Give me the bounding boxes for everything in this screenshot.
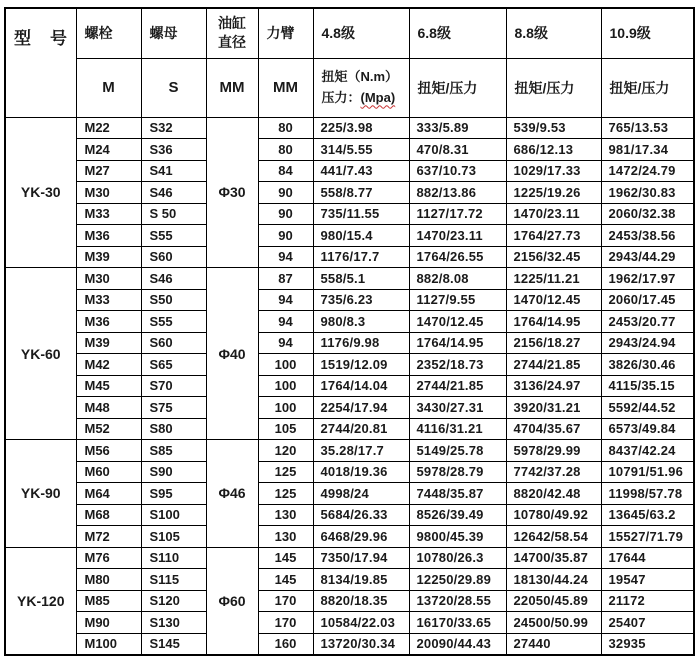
cylinder-header-line2: 直径 [218, 34, 246, 51]
bolt-cell: M24 [76, 139, 141, 161]
bolt-cell: M85 [76, 590, 141, 612]
grade-4-8-cell: 4018/19.36 [313, 461, 409, 483]
grade-4-8-cell: 441/7.43 [313, 160, 409, 182]
cylinder-cell: Φ30 [206, 117, 258, 268]
arm-cell: 80 [258, 117, 313, 139]
table-row [5, 139, 694, 161]
bolt-cell: M80 [76, 569, 141, 591]
arm-cell: 170 [258, 612, 313, 634]
torque-unit-line: 扭矩（N.m） [321, 68, 399, 84]
grade-10-9-cell: 6573/49.84 [601, 418, 694, 440]
bolt-cell: M60 [76, 461, 141, 483]
nut-cell: S36 [141, 139, 206, 161]
grade-8-8-cell: 12642/58.54 [506, 526, 601, 548]
mpa-unit-wavy-underline: (Mpa) [360, 89, 396, 105]
cylinder-cell: Φ40 [206, 268, 258, 440]
grade-4-8-cell: 735/11.55 [313, 203, 409, 225]
arm-cell: 145 [258, 547, 313, 569]
grade-4-8-cell: 980/8.3 [313, 311, 409, 333]
arm-cell: 87 [258, 268, 313, 290]
grade-10-9-cell: 2453/38.56 [601, 225, 694, 247]
table-row [5, 203, 694, 225]
table-row [5, 612, 694, 634]
table-row [5, 354, 694, 376]
bolt-cell: M39 [76, 332, 141, 354]
arm-cell: 130 [258, 504, 313, 526]
arm-cell: 100 [258, 354, 313, 376]
grade-4-8-cell: 558/8.77 [313, 182, 409, 204]
grade-4-8-cell: 7350/17.94 [313, 547, 409, 569]
column-header-model: 型 号 [5, 8, 76, 117]
grade-10-9-cell: 17644 [601, 547, 694, 569]
grade-4-8-cell: 5684/26.33 [313, 504, 409, 526]
grade-8-8-cell: 10780/49.92 [506, 504, 601, 526]
grade-8-8-cell: 18130/44.24 [506, 569, 601, 591]
grade-4-8-cell: 8134/19.85 [313, 569, 409, 591]
grade-6-8-cell: 1127/17.72 [409, 203, 506, 225]
grade-6-8-cell: 2352/18.73 [409, 354, 506, 376]
grade-6-8-cell: 16170/33.65 [409, 612, 506, 634]
cylinder-cell: Φ60 [206, 547, 258, 655]
column-header-grade-8-8: 8.8级 [506, 8, 601, 58]
grade-4-8-cell: 1176/9.98 [313, 332, 409, 354]
nut-cell: S120 [141, 590, 206, 612]
table-row [5, 483, 694, 505]
subheader-torque-pressure-units [313, 58, 409, 117]
bolt-cell: M33 [76, 289, 141, 311]
grade-10-9-cell: 1962/30.83 [601, 182, 694, 204]
bolt-cell: M33 [76, 203, 141, 225]
grade-6-8-cell: 4116/31.21 [409, 418, 506, 440]
arm-cell: 145 [258, 569, 313, 591]
arm-cell: 100 [258, 375, 313, 397]
nut-cell: S55 [141, 311, 206, 333]
grade-8-8-cell: 8820/42.48 [506, 483, 601, 505]
arm-cell: 170 [258, 590, 313, 612]
grade-10-9-cell: 2060/32.38 [601, 203, 694, 225]
grade-8-8-cell: 7742/37.28 [506, 461, 601, 483]
column-header-cylinder-diameter [206, 8, 258, 58]
grade-6-8-cell: 20090/44.43 [409, 633, 506, 655]
table-row [5, 160, 694, 182]
grade-6-8-cell: 1764/14.95 [409, 332, 506, 354]
grade-4-8-cell: 13720/30.34 [313, 633, 409, 655]
arm-cell: 130 [258, 526, 313, 548]
bolt-cell: M52 [76, 418, 141, 440]
grade-6-8-cell: 7448/35.87 [409, 483, 506, 505]
nut-cell: S110 [141, 547, 206, 569]
table-row [5, 397, 694, 419]
nut-cell: S 50 [141, 203, 206, 225]
subheader-mm-cylinder: MM [206, 58, 258, 117]
model-cell: YK-60 [5, 268, 76, 440]
grade-10-9-cell: 15527/71.79 [601, 526, 694, 548]
grade-4-8-cell: 225/3.98 [313, 117, 409, 139]
model-cell: YK-90 [5, 440, 76, 548]
grade-4-8-cell: 2744/20.81 [313, 418, 409, 440]
grade-4-8-cell: 6468/29.96 [313, 526, 409, 548]
grade-6-8-cell: 470/8.31 [409, 139, 506, 161]
grade-10-9-cell: 1962/17.97 [601, 268, 694, 290]
nut-cell: S95 [141, 483, 206, 505]
arm-cell: 160 [258, 633, 313, 655]
grade-4-8-cell: 8820/18.35 [313, 590, 409, 612]
column-header-grade-10-9: 10.9级 [601, 8, 694, 58]
grade-10-9-cell: 8437/42.24 [601, 440, 694, 462]
grade-6-8-cell: 5978/28.79 [409, 461, 506, 483]
table-row [5, 225, 694, 247]
column-header-grade-6-8: 6.8级 [409, 8, 506, 58]
grade-4-8-cell: 1519/12.09 [313, 354, 409, 376]
nut-cell: S145 [141, 633, 206, 655]
table-row [5, 182, 694, 204]
grade-6-8-cell: 1470/23.11 [409, 225, 506, 247]
grade-6-8-cell: 5149/25.78 [409, 440, 506, 462]
table-row [5, 289, 694, 311]
nut-cell: S41 [141, 160, 206, 182]
grade-8-8-cell: 14700/35.87 [506, 547, 601, 569]
grade-10-9-cell: 2943/44.29 [601, 246, 694, 268]
grade-6-8-cell: 13720/28.55 [409, 590, 506, 612]
nut-cell: S75 [141, 397, 206, 419]
bolt-cell: M27 [76, 160, 141, 182]
nut-cell: S46 [141, 268, 206, 290]
column-header-arm: 力臂 [258, 8, 313, 58]
bolt-cell: M68 [76, 504, 141, 526]
bolt-cell: M30 [76, 182, 141, 204]
nut-cell: S60 [141, 332, 206, 354]
grade-8-8-cell: 539/9.53 [506, 117, 601, 139]
column-header-grade-4-8: 4.8级 [313, 8, 409, 58]
grade-8-8-cell: 2156/32.45 [506, 246, 601, 268]
nut-cell: S65 [141, 354, 206, 376]
table-row [5, 375, 694, 397]
header-row-2 [5, 58, 694, 117]
bolt-cell: M42 [76, 354, 141, 376]
grade-8-8-cell: 1225/19.26 [506, 182, 601, 204]
table-row [5, 332, 694, 354]
model-cell: YK-120 [5, 547, 76, 655]
grade-8-8-cell: 5978/29.99 [506, 440, 601, 462]
grade-6-8-cell: 10780/26.3 [409, 547, 506, 569]
table-row [5, 440, 694, 462]
subheader-s: S [141, 58, 206, 117]
grade-4-8-cell: 4998/24 [313, 483, 409, 505]
grade-4-8-cell: 10584/22.03 [313, 612, 409, 634]
grade-10-9-cell: 2943/24.94 [601, 332, 694, 354]
cylinder-cell: Φ46 [206, 440, 258, 548]
grade-10-9-cell: 2453/20.77 [601, 311, 694, 333]
table-row [5, 418, 694, 440]
grade-6-8-cell: 12250/29.89 [409, 569, 506, 591]
grade-10-9-cell: 981/17.34 [601, 139, 694, 161]
grade-10-9-cell: 25407 [601, 612, 694, 634]
bolt-cell: M36 [76, 225, 141, 247]
bolt-cell: M76 [76, 547, 141, 569]
grade-10-9-cell: 765/13.53 [601, 117, 694, 139]
bolt-cell: M56 [76, 440, 141, 462]
bolt-cell: M100 [76, 633, 141, 655]
table-row [5, 311, 694, 333]
bolt-cell: M90 [76, 612, 141, 634]
grade-4-8-cell: 980/15.4 [313, 225, 409, 247]
bolt-cell: M39 [76, 246, 141, 268]
nut-cell: S80 [141, 418, 206, 440]
table-row [5, 590, 694, 612]
table-row [5, 633, 694, 655]
nut-cell: S100 [141, 504, 206, 526]
grade-6-8-cell: 882/8.08 [409, 268, 506, 290]
arm-cell: 90 [258, 225, 313, 247]
subheader-torque-pressure-6-8: 扭矩/压力 [409, 58, 506, 117]
grade-8-8-cell: 3920/31.21 [506, 397, 601, 419]
subheader-m: M [76, 58, 141, 117]
grade-6-8-cell: 3430/27.31 [409, 397, 506, 419]
grade-4-8-cell: 35.28/17.7 [313, 440, 409, 462]
arm-cell: 100 [258, 397, 313, 419]
grade-6-8-cell: 2744/21.85 [409, 375, 506, 397]
bolt-cell: M45 [76, 375, 141, 397]
subheader-torque-pressure-10-9: 扭矩/压力 [601, 58, 694, 117]
grade-10-9-cell: 11998/57.78 [601, 483, 694, 505]
nut-cell: S130 [141, 612, 206, 634]
subheader-torque-pressure-8-8: 扭矩/压力 [506, 58, 601, 117]
grade-10-9-cell: 4115/35.15 [601, 375, 694, 397]
arm-cell: 90 [258, 203, 313, 225]
table-row [5, 246, 694, 268]
arm-cell: 94 [258, 332, 313, 354]
grade-8-8-cell: 1470/23.11 [506, 203, 601, 225]
bolt-cell: M48 [76, 397, 141, 419]
grade-8-8-cell: 22050/45.89 [506, 590, 601, 612]
arm-cell: 84 [258, 160, 313, 182]
grade-8-8-cell: 2156/18.27 [506, 332, 601, 354]
table-row [5, 547, 694, 569]
arm-cell: 90 [258, 182, 313, 204]
grade-8-8-cell: 1764/14.95 [506, 311, 601, 333]
grade-6-8-cell: 1470/12.45 [409, 311, 506, 333]
grade-6-8-cell: 637/10.73 [409, 160, 506, 182]
grade-8-8-cell: 1225/11.21 [506, 268, 601, 290]
nut-cell: S50 [141, 289, 206, 311]
grade-10-9-cell: 32935 [601, 633, 694, 655]
grade-8-8-cell: 27440 [506, 633, 601, 655]
grade-6-8-cell: 9800/45.39 [409, 526, 506, 548]
grade-10-9-cell: 1472/24.79 [601, 160, 694, 182]
table-row [5, 569, 694, 591]
nut-cell: S32 [141, 117, 206, 139]
bolt-torque-spec-table [4, 7, 695, 656]
arm-cell: 94 [258, 289, 313, 311]
column-header-nut: 螺母 [141, 8, 206, 58]
table-row [5, 504, 694, 526]
grade-8-8-cell: 686/12.13 [506, 139, 601, 161]
subheader-mm-arm: MM [258, 58, 313, 117]
grade-8-8-cell: 2744/21.85 [506, 354, 601, 376]
grade-4-8-cell: 1764/14.04 [313, 375, 409, 397]
grade-8-8-cell: 1764/27.73 [506, 225, 601, 247]
table-row [5, 526, 694, 548]
grade-4-8-cell: 558/5.1 [313, 268, 409, 290]
arm-cell: 120 [258, 440, 313, 462]
grade-6-8-cell: 333/5.89 [409, 117, 506, 139]
grade-10-9-cell: 21172 [601, 590, 694, 612]
grade-10-9-cell: 13645/63.2 [601, 504, 694, 526]
table-row [5, 117, 694, 139]
grade-4-8-cell: 2254/17.94 [313, 397, 409, 419]
grade-8-8-cell: 1470/12.45 [506, 289, 601, 311]
grade-10-9-cell: 19547 [601, 569, 694, 591]
arm-cell: 94 [258, 246, 313, 268]
header-row-1 [5, 8, 694, 58]
grade-8-8-cell: 24500/50.99 [506, 612, 601, 634]
pressure-unit-line: 压力：(Mpa) [321, 89, 396, 105]
bolt-cell: M36 [76, 311, 141, 333]
bolt-cell: M64 [76, 483, 141, 505]
bolt-cell: M72 [76, 526, 141, 548]
nut-cell: S46 [141, 182, 206, 204]
arm-cell: 105 [258, 418, 313, 440]
model-cell: YK-30 [5, 117, 76, 268]
grade-8-8-cell: 1029/17.33 [506, 160, 601, 182]
table-header [5, 8, 694, 117]
arm-cell: 80 [258, 139, 313, 161]
column-header-bolt: 螺栓 [76, 8, 141, 58]
nut-cell: S85 [141, 440, 206, 462]
grade-4-8-cell: 1176/17.7 [313, 246, 409, 268]
grade-8-8-cell: 3136/24.97 [506, 375, 601, 397]
table-row [5, 461, 694, 483]
grade-4-8-cell: 314/5.55 [313, 139, 409, 161]
nut-cell: S115 [141, 569, 206, 591]
grade-6-8-cell: 8526/39.49 [409, 504, 506, 526]
nut-cell: S60 [141, 246, 206, 268]
arm-cell: 125 [258, 483, 313, 505]
bolt-cell: M30 [76, 268, 141, 290]
nut-cell: S105 [141, 526, 206, 548]
grade-6-8-cell: 1764/26.55 [409, 246, 506, 268]
grade-10-9-cell: 10791/51.96 [601, 461, 694, 483]
grade-4-8-cell: 735/6.23 [313, 289, 409, 311]
grade-6-8-cell: 1127/9.55 [409, 289, 506, 311]
spec-table-body [5, 117, 694, 655]
grade-10-9-cell: 2060/17.45 [601, 289, 694, 311]
arm-cell: 125 [258, 461, 313, 483]
grade-8-8-cell: 4704/35.67 [506, 418, 601, 440]
grade-10-9-cell: 3826/30.46 [601, 354, 694, 376]
grade-10-9-cell: 5592/44.52 [601, 397, 694, 419]
nut-cell: S55 [141, 225, 206, 247]
table-row [5, 268, 694, 290]
arm-cell: 94 [258, 311, 313, 333]
grade-6-8-cell: 882/13.86 [409, 182, 506, 204]
bolt-cell: M22 [76, 117, 141, 139]
nut-cell: S70 [141, 375, 206, 397]
cylinder-header-line1: 油缸 [218, 15, 246, 32]
nut-cell: S90 [141, 461, 206, 483]
